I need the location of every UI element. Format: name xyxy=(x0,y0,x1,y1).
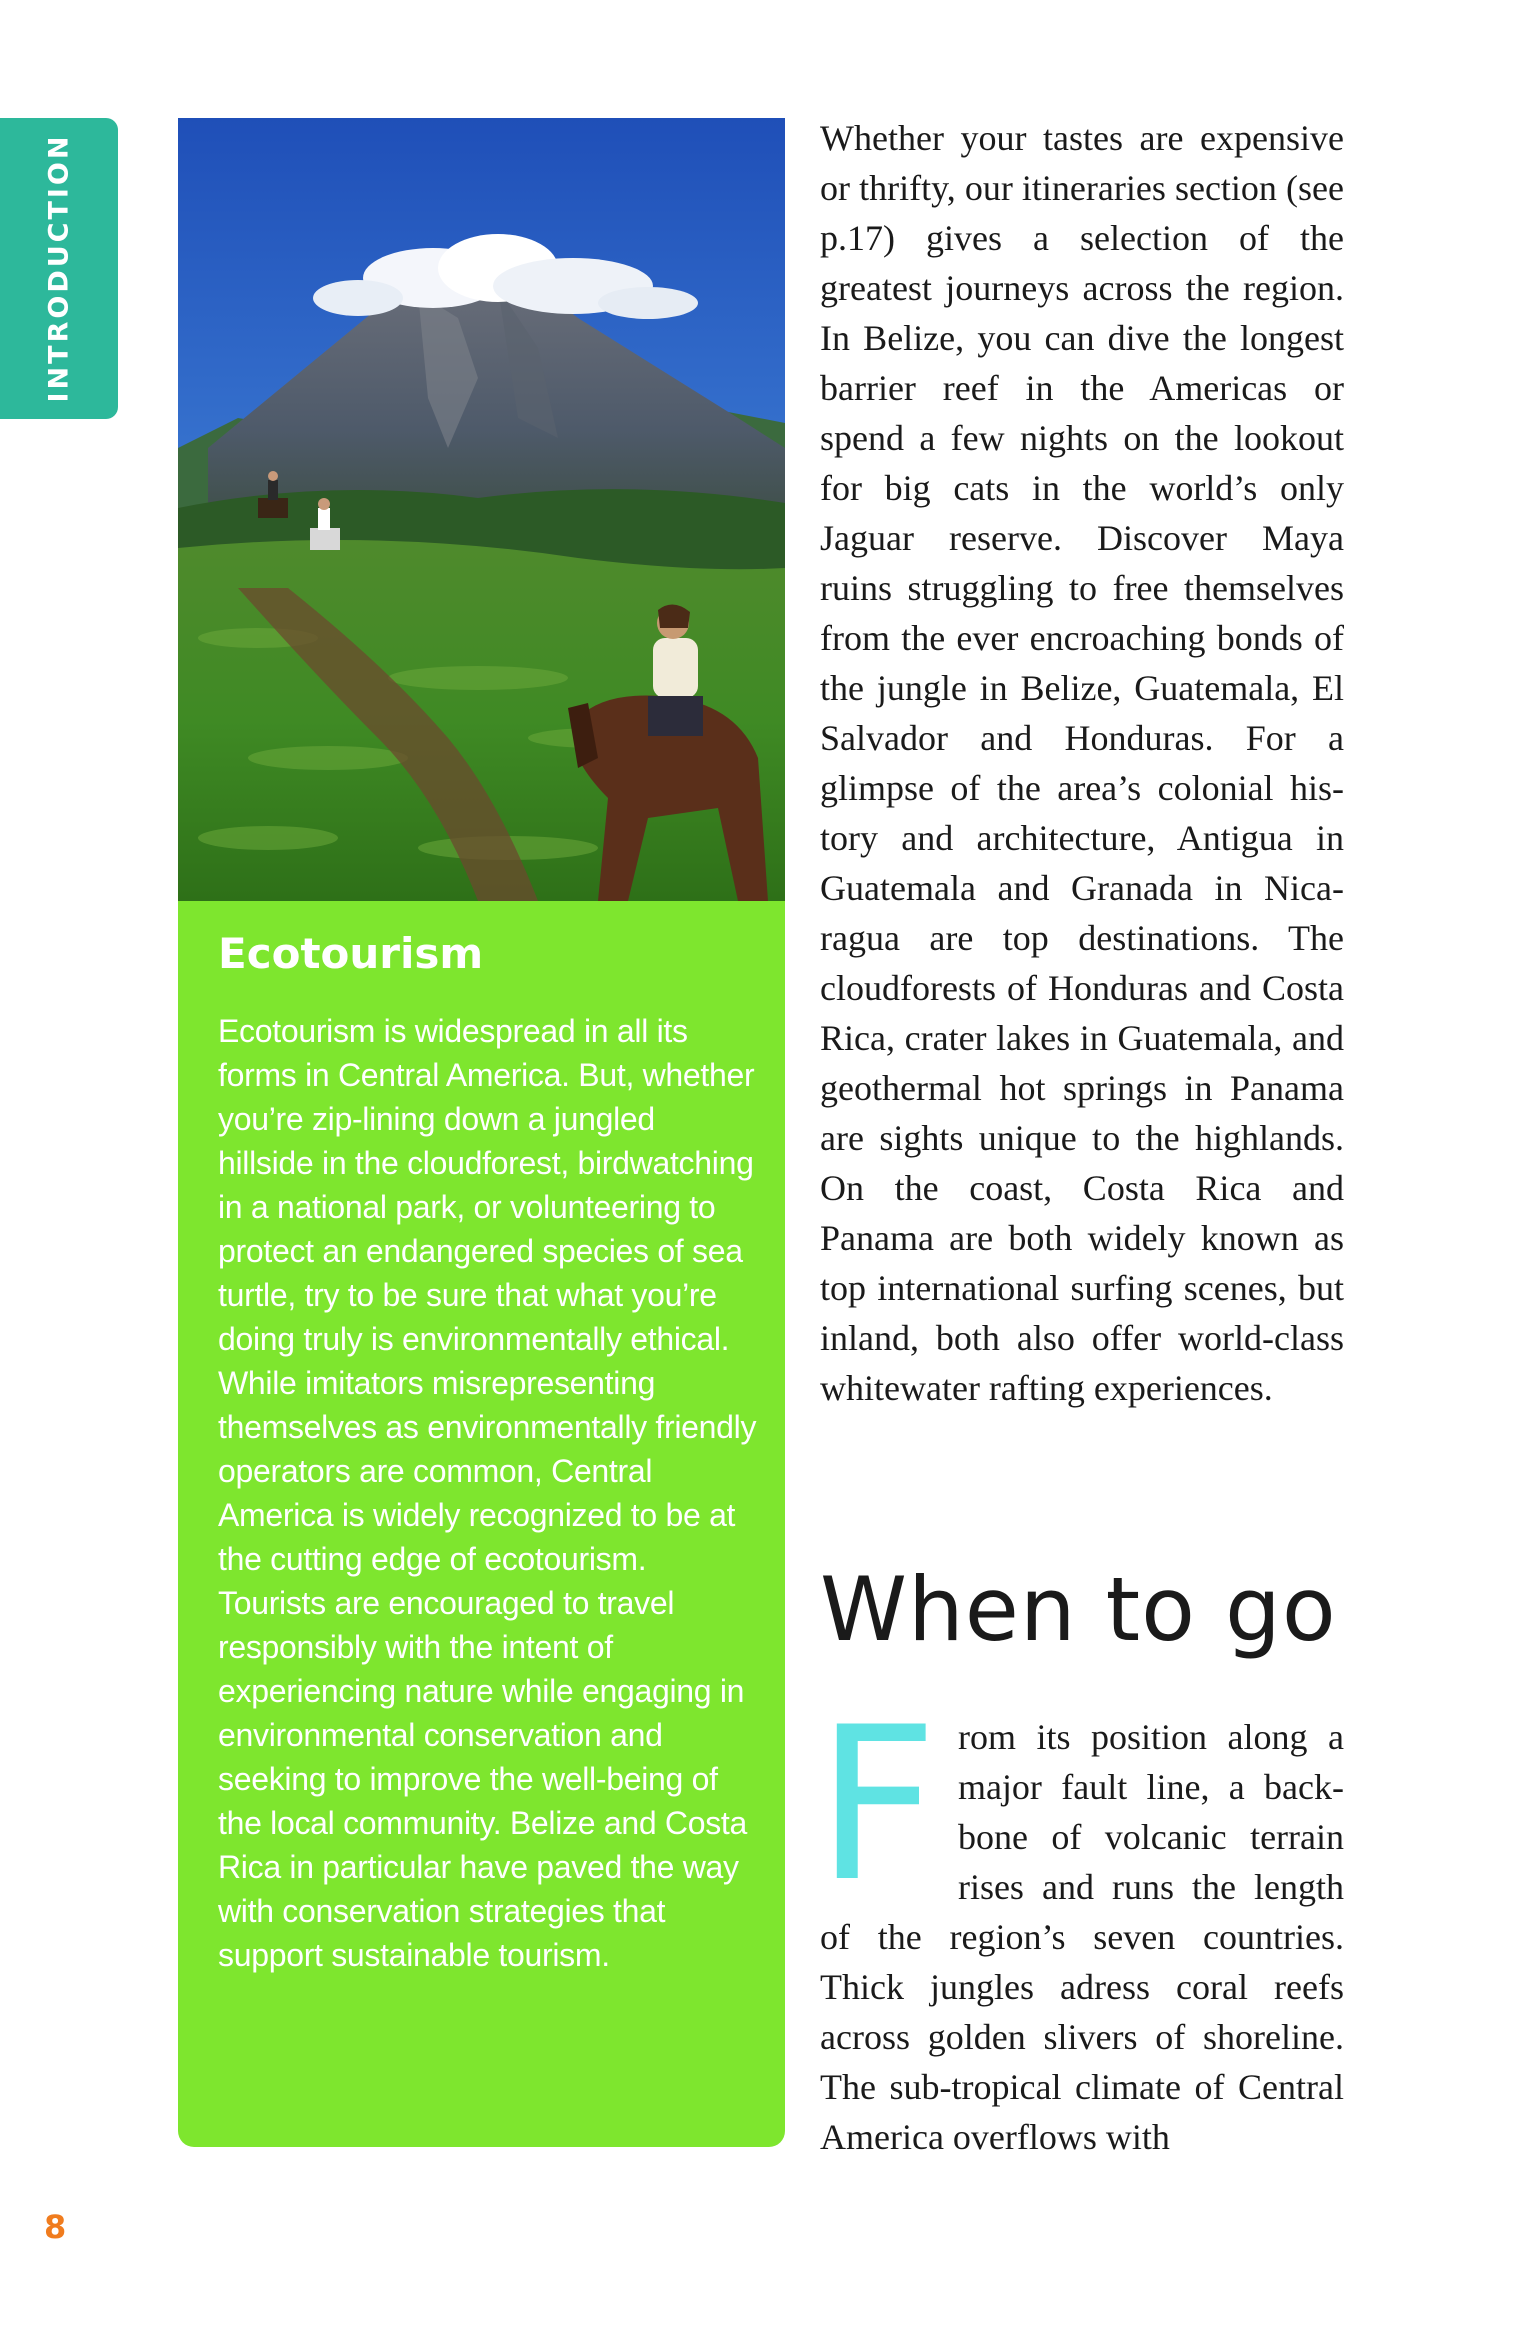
when-to-go-text: rom its position along a major fault line, a backbone of volcanic terrain rises and runs the length of the region’s seven countries. Thick jungles adress coral reefs across golden slivers of shoreline. The sub-tropical climate of Central America overflows with xyxy=(820,1717,1344,2157)
section-tab-label: INTRODUCTION xyxy=(43,133,75,403)
ecotourism-sidebar xyxy=(178,901,785,2147)
page-number: 8 xyxy=(44,2208,67,2246)
intro-paragraph: Whether your tastes are expensive or thrifty, our itineraries section (see p.17) gives a selection of the greatest journeys across the region. In Belize, you can dive the longest barrier reef in the Americas or spend a few nights on the lookout for big cats in the world’s only Jaguar reserve. Discover Maya ruins struggling to free themselves from the ever encroaching bonds of the jungle in Belize, Guatemala, El Salvador and Honduras. For a glimpse of the area’s colonial history and architecture, Antigua in Guatemala and Granada in Nicaragua are top destinations. The cloudforests of Honduras and Costa Rica, crater lakes in Guatemala, and geothermal hot springs in Panama are sights unique to the highlands. On the coast, Costa Rica and Panama are both widely known as top international surfing scenes, but inland, both also offer world-class whitewater rafting experiences. xyxy=(820,118,1344,1408)
dropcap-letter: F xyxy=(816,1681,938,1928)
section-tab xyxy=(0,118,118,419)
sidebar-title: Ecotourism xyxy=(218,929,484,978)
when-to-go-paragraph xyxy=(816,1681,1344,2162)
sidebar-body: Ecotourism is widespread in all its forms in Central America. But, whether you’re zip-lining down a jungled hillside in the cloudforest, birdwatching in a national park, or volunteering to protect an endangered species of sea turtle, try to be sure that what you’re doing truly is environmentally ethical. While imitators misrepresenting themselves as environmentally friendly operators are common, Central America is widely recognized to be at the cutting edge of ecotourism. Tourists are encouraged to travel responsibly with the intent of experiencing nature while engaging in environmental conservation and seeking to improve the well-being of the local community. Belize and Costa Rica in particular have paved the way with conservation strategies that support sustainable tourism. xyxy=(218,1013,757,1973)
volcano-horseback-photo xyxy=(178,118,785,901)
section-heading: When to go xyxy=(820,1558,1337,1661)
